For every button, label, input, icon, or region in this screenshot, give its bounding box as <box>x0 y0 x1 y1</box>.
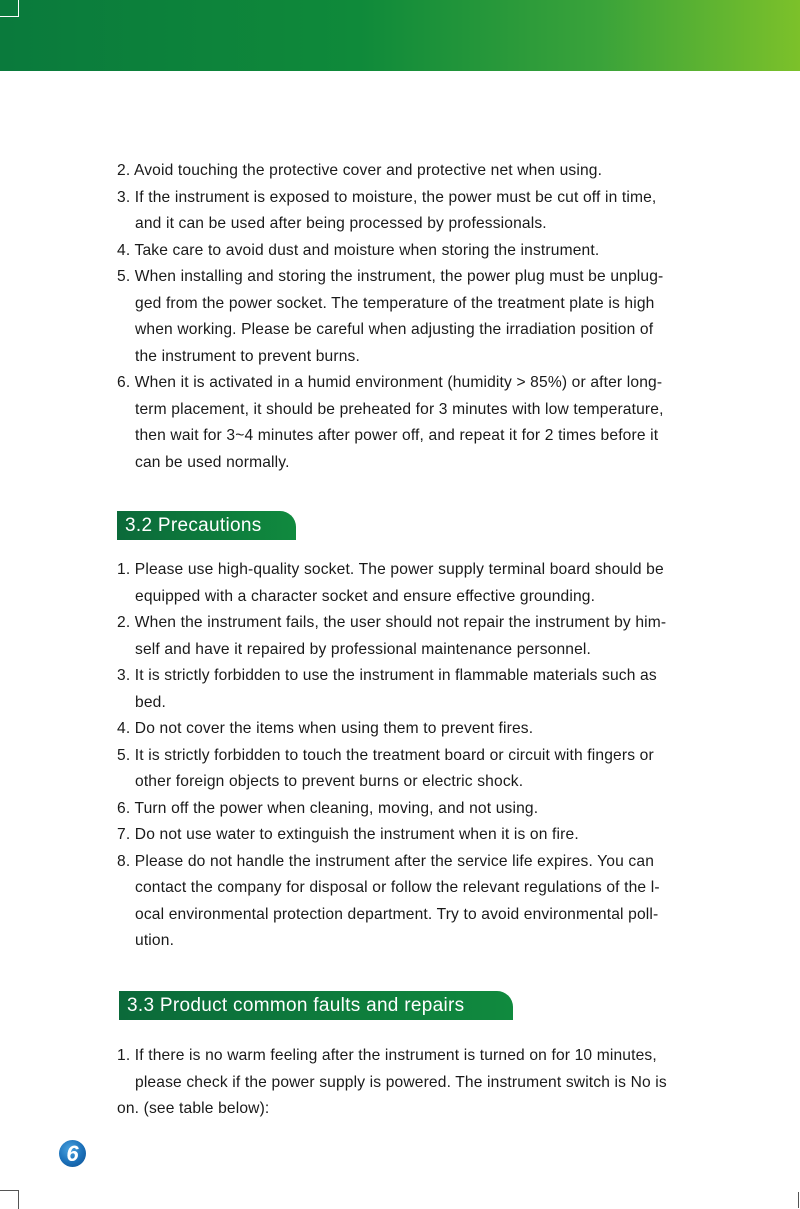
list-item: 3. It is strictly forbidden to use the instrument in flammable materials such as bed. <box>117 667 657 711</box>
list-item: 5. When installing and storing the instrument, the power plug must be unplug- ged from the power socket. The temperature of the treatment plate is high when working. Please be careful when adjusting the irradiation position of the instrument to prevent burns. <box>117 268 664 365</box>
list-item: 7. Do not use water to extinguish the instrument when it is on fire. <box>117 826 579 843</box>
page-number-badge: 6 <box>59 1140 86 1167</box>
list-item: 2. Avoid touching the protective cover and protective net when using. <box>117 162 603 179</box>
list-item: 4. Take care to avoid dust and moisture when storing the instrument. <box>117 241 600 259</box>
precautions-list <box>117 557 717 955</box>
continued-instructions-list <box>117 158 717 476</box>
list-item-trailing: on. (see table below): <box>117 1100 270 1117</box>
list-item: 3. If the instrument is exposed to moisture, the power must be cut off in time, and it can be used after being processed by professionals. <box>117 188 657 232</box>
crop-mark-bottom-left <box>0 1190 19 1209</box>
list-item: 8. Please do not handle the instrument after the service life expires. You can contact the company for disposal or follow the relevant regulations of the l- ocal environmental protection department. Try to avoid environmental poll- ution. <box>117 852 660 949</box>
crop-mark-top-left <box>0 0 19 17</box>
list-item: 6. Turn off the power when cleaning, moving, and not using. <box>117 799 539 817</box>
faults-list <box>117 1043 717 1123</box>
faults-heading: 3.3 Product common faults and repairs <box>119 991 513 1020</box>
list-item: 6. When it is activated in a humid environment (humidity > 85%) or after long- term placement, it should be preheated for 3 minutes with low temperature, then wait for 3~4 minutes after power off, and repeat it for 2 times before it can be used normally. <box>117 374 664 471</box>
list-item: 5. It is strictly forbidden to touch the treatment board or circuit with fingers or other foreign objects to prevent burns or electric shock. <box>117 746 654 790</box>
top-banner <box>0 0 800 71</box>
list-item: 2. When the instrument fails, the user should not repair the instrument by him- self and have it repaired by professional maintenance personnel. <box>117 614 667 658</box>
list-item: 1. If there is no warm feeling after the instrument is turned on for 10 minutes, please check if the power supply is powered. The instrument switch is No is <box>117 1047 667 1091</box>
precautions-heading: 3.2 Precautions <box>117 511 296 540</box>
list-item: 1. Please use high-quality socket. The power supply terminal board should be equipped with a character socket and ensure effective grounding. <box>117 561 664 605</box>
list-item: 4. Do not cover the items when using them to prevent fires. <box>117 720 534 737</box>
